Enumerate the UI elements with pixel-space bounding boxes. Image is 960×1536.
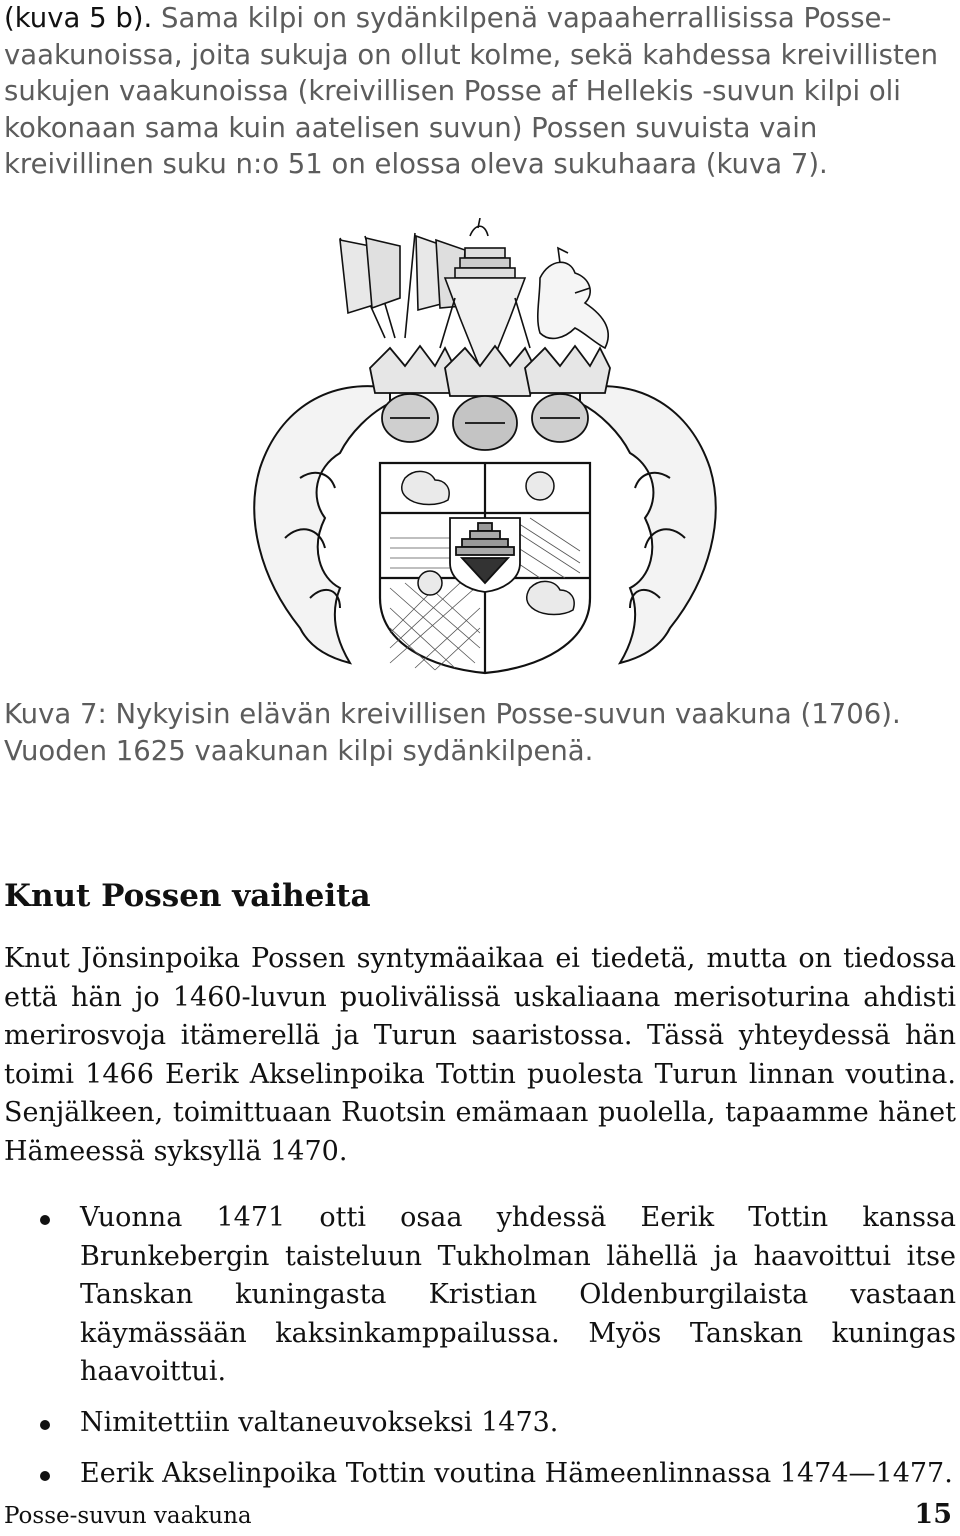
bullet-icon	[40, 1215, 50, 1225]
stepped-crest	[440, 218, 530, 368]
list-item	[0, 1199, 956, 1392]
intro-paragraph	[4, 0, 956, 183]
coat-of-arms-figure	[240, 218, 730, 678]
crowns	[370, 346, 610, 396]
horse-rider-crest	[538, 248, 608, 348]
body-paragraph: Knut Jönsinpoika Possen syntymäaikaa ei tiedetä, mutta on tiedossa että hän jo 1460-luvun puolivälissä uskaliaana merisoturina ahdisti merirosvoja itämerellä ja Turun saaristossa. Tässä yhteydessä hän toimi 1466 Eerik Akselinpoika Tottin puolesta Turun linnan voutina. Senjälkeen, toimittuaan Ruotsin emämaan puolella, tapaamme hänet Hämeessä syksyllä 1470.	[4, 943, 956, 1167]
list-item-text: Nimitettiin valtaneuvokseksi 1473.	[80, 1406, 559, 1438]
mantling-right	[580, 386, 716, 663]
heart-shield	[450, 518, 520, 592]
running-footer-title: Posse-suvun vaakuna	[4, 1503, 252, 1529]
list-item	[0, 1404, 956, 1443]
bullet-list	[0, 1199, 956, 1505]
page-number: 15	[914, 1499, 952, 1530]
banners-crest	[340, 233, 465, 338]
list-item	[0, 1455, 956, 1494]
helmets	[382, 394, 588, 450]
bullet-icon	[40, 1420, 50, 1430]
list-item-text: Vuonna 1471 otti osaa yhdessä Eerik Tottin kanssa Brunkebergin taisteluun Tukholman lähellä ja haavoittui itse Tanskan kuningasta Kristian Oldenburgilaista vastaan käymässään kaksinkamppailussa. Myös Tanskan kuningas haavoittui.	[80, 1202, 956, 1388]
coat-of-arms-illustration	[240, 218, 730, 678]
mantling-left	[254, 386, 390, 663]
list-item-text: Eerik Akselinpoika Tottin voutina Hämeenlinnassa 1474—1477.	[80, 1457, 953, 1489]
intro-text: Sama kilpi on sydänkilpenä vapaaherrallisissa Posse-vaakunoissa, joita sukuja on ollut kolme, sekä kahdessa kreivillisten sukujen vaakunoissa (kreivillisen Posse af Hellekis -suvun kilpi oli kokonaan sama kuin aatelisen suvun) Possen suvuista vain kreivillinen suku n:o 51 on elossa oleva sukuhaara (kuva 7).	[4, 2, 939, 180]
figure-caption: Kuva 7: Nykyisin elävän kreivillisen Posse-suvun vaakuna (1706). Vuoden 1625 vaakunan kilpi sydänkilpenä.	[4, 698, 901, 767]
section-heading: Knut Possen vaiheita	[4, 878, 371, 914]
bullet-icon	[40, 1471, 50, 1481]
intro-lead: (kuva 5 b).	[4, 2, 153, 34]
